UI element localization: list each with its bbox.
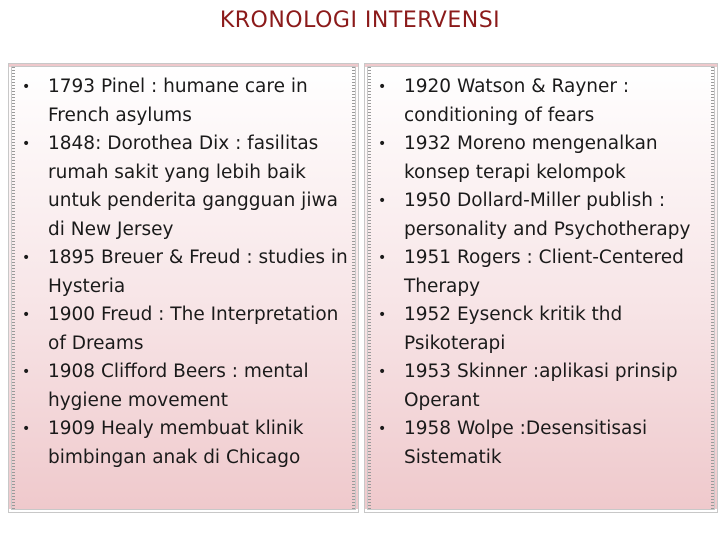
timeline-item (12, 301, 355, 358)
bullet-icon: • (22, 364, 31, 380)
timeline-item (368, 358, 714, 415)
bullet-icon: • (22, 79, 31, 95)
bullet-icon: • (378, 421, 387, 437)
timeline-item (12, 415, 355, 472)
bullet-icon: • (378, 136, 387, 152)
bullet-icon: • (378, 307, 387, 323)
left-timeline-panel (8, 63, 359, 513)
bullet-icon: • (378, 193, 387, 209)
timeline-item (368, 130, 714, 187)
timeline-item-text: 1920 Watson & Rayner : conditioning of fears (404, 76, 630, 126)
timeline-item (12, 358, 355, 415)
timeline-item (368, 244, 714, 301)
timeline-item (368, 301, 714, 358)
timeline-item-text: 1793 Pinel : humane care in French asylums (48, 76, 308, 126)
bullet-icon: • (22, 307, 31, 323)
timeline-item (368, 187, 714, 244)
timeline-item-text: 1932 Moreno mengenalkan konsep terapi kelompok (404, 133, 658, 183)
timeline-item (12, 73, 355, 130)
bullet-icon: • (22, 136, 31, 152)
timeline-item-text: 1848: Dorothea Dix : fasilitas rumah sakit yang lebih baik untuk penderita gangguan jiwa di New Jersey (48, 133, 338, 240)
timeline-item (368, 415, 714, 472)
left-timeline-list (12, 67, 355, 472)
page-title: KRONOLOGI INTERVENSI (219, 8, 501, 33)
timeline-item-text: 1953 Skinner :aplikasi prinsip Operant (404, 361, 678, 411)
timeline-item (368, 73, 714, 130)
timeline-item (12, 244, 355, 301)
bullet-icon: • (378, 250, 387, 266)
bullet-icon: • (22, 421, 31, 437)
timeline-item-text: 1952 Eysenck kritik thd Psikoterapi (404, 304, 623, 354)
timeline-item (12, 130, 355, 244)
timeline-item-text: 1900 Freud : The Interpretation of Dreams (48, 304, 339, 354)
timeline-item-text: 1951 Rogers : Client-Centered Therapy (404, 247, 684, 297)
timeline-item-text: 1958 Wolpe :Desensitisasi Sistematik (404, 418, 648, 468)
timeline-item-text: 1908 Clifford Beers : mental hygiene movement (48, 361, 309, 411)
right-timeline-list (368, 67, 714, 472)
bullet-icon: • (378, 79, 387, 95)
bullet-icon: • (378, 364, 387, 380)
timeline-item-text: 1909 Healy membuat klinik bimbingan anak di Chicago (48, 418, 304, 468)
timeline-item-text: 1950 Dollard-Miller publish : personality and Psychotherapy (404, 190, 691, 240)
bullet-icon: • (22, 250, 31, 266)
timeline-item-text: 1895 Breuer & Freud : studies in Hysteria (48, 247, 348, 297)
right-timeline-panel (364, 63, 718, 513)
